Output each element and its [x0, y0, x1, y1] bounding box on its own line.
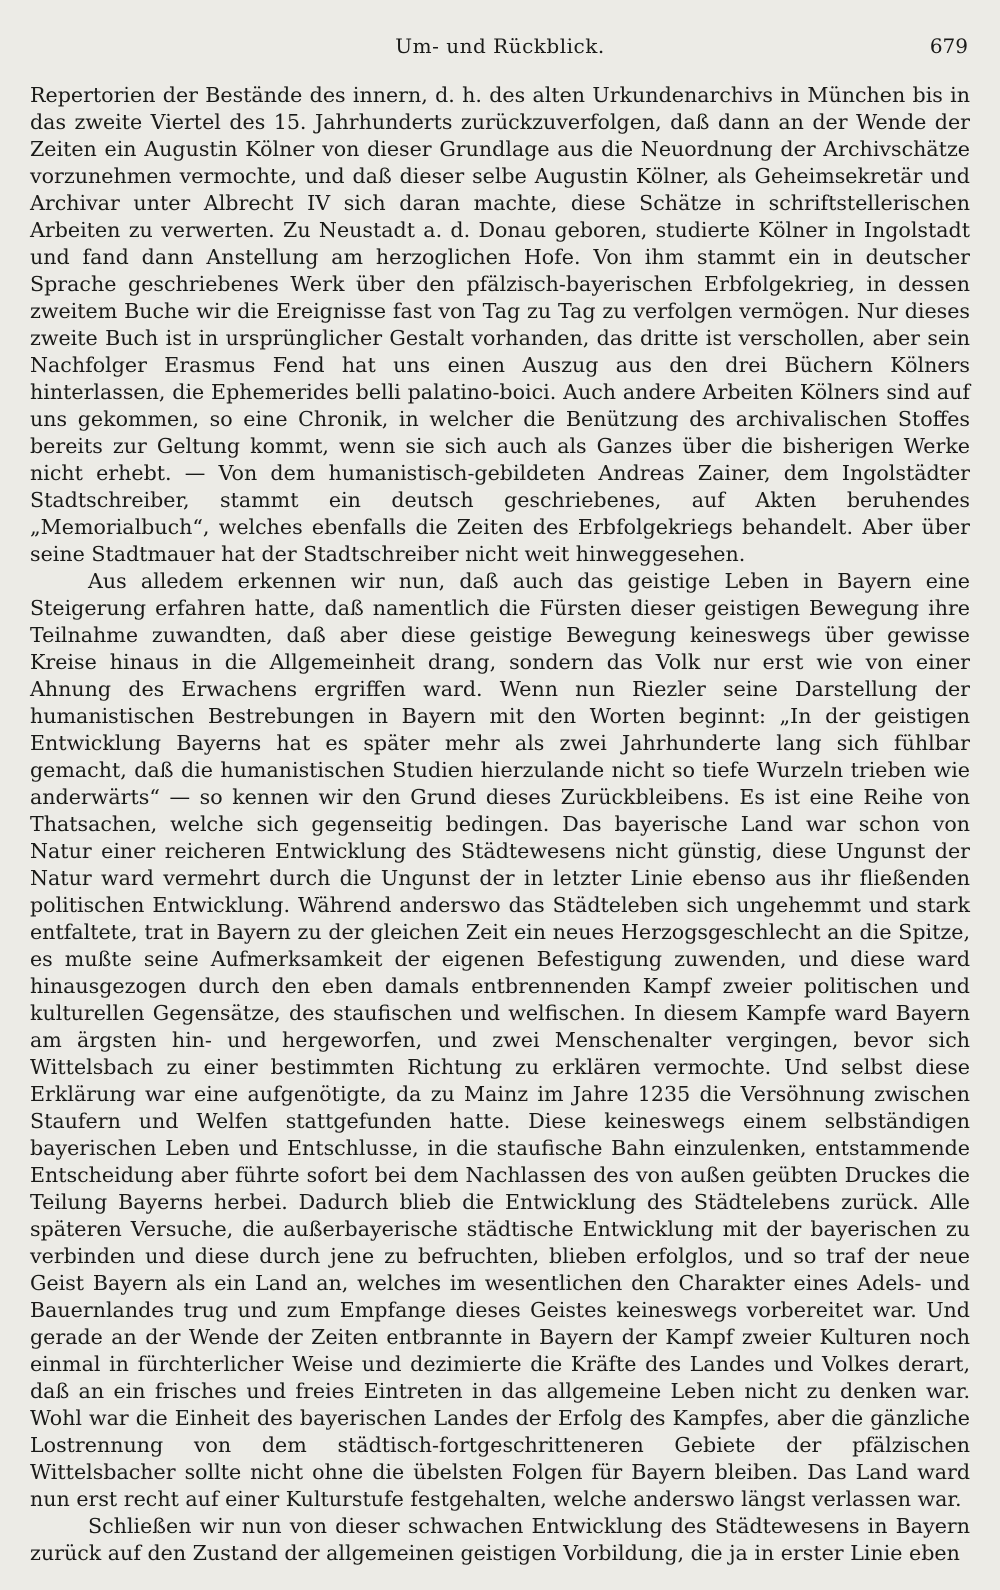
body-text: [30, 82, 970, 1567]
page-number: 679: [929, 34, 968, 58]
paragraph-3: Schließen wir nun von dieser schwachen Entwicklung des Städtewesens in Bayern zurück auf den Zustand der allgemeinen geistigen Vorbildung, die ja in erster Linie eben: [30, 1514, 970, 1565]
running-head: [30, 28, 970, 68]
book-page: [30, 28, 970, 1568]
running-title: Um- und Rückblick.: [395, 34, 605, 58]
paragraph-1: Repertorien der Bestände des innern, d. h. des alten Urkundenarchivs in München bis in das zweite Viertel des 15. Jahrhunderts zurückzuverfolgen, daß dann an der Wende der Zeiten ein Augustin Kölner von dieser Grundlage aus die Neuordnung der Archivschätze vorzunehmen vermochte, und daß dieser selbe Augustin Kölner, als Geheimsekretär und Archivar unter Albrecht IV sich daran machte, diese Schätze in schriftstellerischen Arbeiten zu verwerten. Zu Neustadt a. d. Donau geboren, studierte Kölner in Ingolstadt und fand dann Anstellung am herzoglichen Hofe. Von ihm stammt ein in deutscher Sprache geschriebenes Werk über den pfälzisch-bayerischen Erbfolgekrieg, in dessen zweitem Buche wir die Ereignisse fast von Tag zu Tag zu verfolgen vermögen. Nur dieses zweite Buch ist in ursprünglicher Gestalt vorhanden, das dritte ist verschollen, aber sein Nachfolger Erasmus Fend hat uns einen Auszug aus den drei Büchern Kölners hinterlassen, die Ephemerides belli palatino-boici. Auch andere Arbeiten Kölners sind auf uns gekommen, so eine Chronik, in welcher die Benützung des archivalischen Stoffes bereits zur Geltung kommt, wenn sie sich auch als Ganzes über die bisherigen Werke nicht erhebt. — Von dem humanistisch-gebildeten Andreas Zainer, dem Ingolstädter Stadtschreiber, stammt ein deutsch geschriebenes, auf Akten beruhendes „Memorialbuch“, welches ebenfalls die Zeiten des Erbfolgekriegs behandelt. Aber über seine Stadtmauer hat der Stadtschreiber nicht weit hinweggesehen.: [30, 83, 970, 566]
paragraph-2: Aus alledem erkennen wir nun, daß auch das geistige Leben in Bayern eine Steigerung erfahren hatte, daß namentlich die Fürsten dieser geistigen Bewegung ihre Teilnahme zuwandten, daß aber diese geistige Bewegung keineswegs über gewisse Kreise hinaus in die Allgemeinheit drang, sondern das Volk nur erst wie von einer Ahnung des Erwachens ergriffen ward. Wenn nun Riezler seine Darstellung der humanistischen Bestrebungen in Bayern mit den Worten beginnt: „In der geistigen Entwicklung Bayerns hat es später mehr als zwei Jahrhunderte lang sich fühlbar gemacht, daß die humanistischen Studien hierzulande nicht so tiefe Wurzeln trieben wie anderwärts“ — so kennen wir den Grund dieses Zurückbleibens. Es ist eine Reihe von Thatsachen, welche sich gegenseitig bedingen. Das bayerische Land war schon von Natur einer reicheren Entwicklung des Städtewesens nicht günstig, diese Ungunst der Natur ward vermehrt durch die Ungunst der in letzter Linie ebenso aus ihr fließenden politischen Entwicklung. Während anderswo das Städteleben sich ungehemmt und stark entfaltete, trat in Bayern zu der gleichen Zeit ein neues Herzogsgeschlecht an die Spitze, es mußte seine Aufmerksamkeit der eigenen Befestigung zuwenden, und diese ward hinausgezogen durch den eben damals entbrennenden Kampf zweier politischen und kulturellen Gegensätze, des staufischen und welfischen. In diesem Kampfe ward Bayern am ärgsten hin- und hergeworfen, und zwei Menschenalter vergingen, bevor sich Wittelsbach zu einer bestimmten Richtung zu erklären vermochte. Und selbst diese Erklärung war eine aufgenötigte, da zu Mainz im Jahre 1235 die Versöhnung zwischen Staufern und Welfen stattgefunden hatte. Diese keineswegs einem selbständigen bayerischen Leben und Entschlusse, in die staufische Bahn einzulenken, entstammende Entscheidung aber führte sofort bei dem Nachlassen des von außen geübten Druckes die Teilung Bayerns herbei. Dadurch blieb die Entwicklung des Städtelebens zurück. Alle späteren Versuche, die außerbayerische städtische Entwicklung mit der bayerischen zu verbinden und diese durch jene zu befruchten, blieben erfolglos, und so traf der neue Geist Bayern als ein Land an, welches im wesentlichen den Charakter eines Adels- und Bauernlandes trug und zum Empfange dieses Geistes keineswegs vorbereitet war. Und gerade an der Wende der Zeiten entbrannte in Bayern der Kampf zweier Kulturen noch einmal in fürchterlicher Weise und dezimierte die Kräfte des Landes und Volkes derart, daß an ein frisches und freies Eintreten in das allgemeine Leben nicht zu denken war. Wohl war die Einheit des bayerischen Landes der Erfolg des Kampfes, aber die gänzliche Lostrennung von dem städtisch-fortgeschritteneren Gebiete der pfälzischen Wittelsbacher sollte nicht ohne die übelsten Folgen für Bayern bleiben. Das Land ward nun erst recht auf einer Kulturstufe festgehalten, welche anderswo längst verlassen war.: [30, 569, 970, 1511]
